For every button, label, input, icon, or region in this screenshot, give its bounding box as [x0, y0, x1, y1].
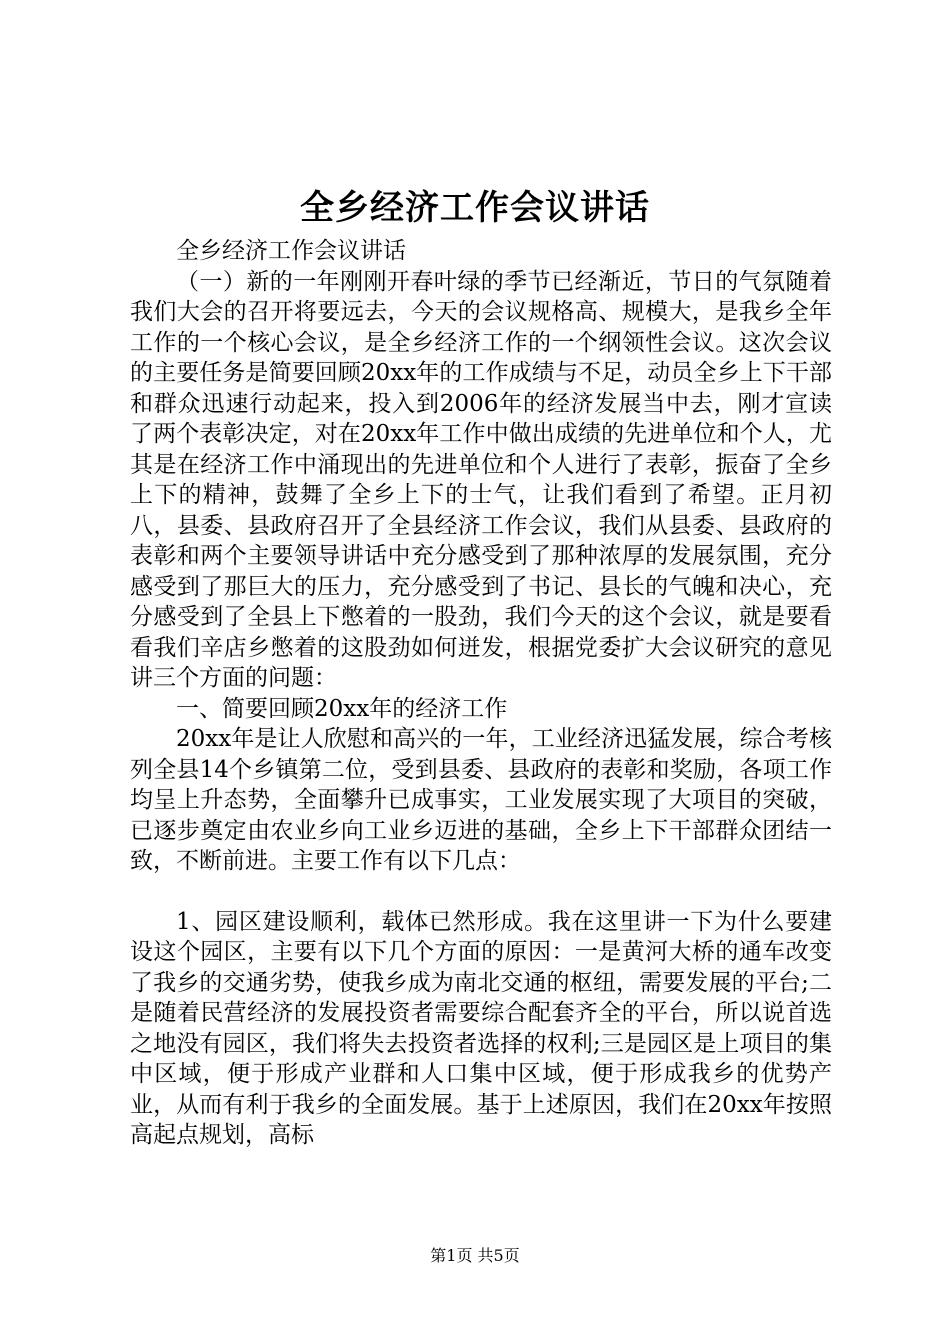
body-paragraph: （一）新的一年刚刚开春叶绿的季节已经渐近，节日的气氛随着我们大会的召开将要远去，今天的会议规格高、规模大，是我乡全年工作的一个核心会议，是全乡经济工作的一个纲领性会议。这次会议的主要任务是简要回顾20xx年的工作成绩与不足，动员全乡上下干部和群众迅速行动起来，投入到2006年的经济发展当中去，刚才宣读了两个表彰决定，对在20xx年工作中做出成绩的先进单位和个人，尤其是在经济工作中涌现出的先进单位和个人进行了表彰，振奋了全乡上下的精神，鼓舞了全乡上下的士气，让我们看到了希望。正月初八，县委、县政府召开了全县经济工作会议，我们从县委、县政府的表彰和两个主要领导讲话中充分感受到了那种浓厚的发展氛围，充分感受到了那巨大的压力，充分感受到了书记、县长的气魄和决心，充分感受到了全县上下憋着的一股劲，我们今天的这个会议，就是要看看我们辛店乡憋着的这股劲如何迸发，根据党委扩大会议研究的意见讲三个方面的问题：	[130, 268, 832, 691]
document-title: 全乡经济工作会议讲话	[300, 188, 650, 228]
page-number: 第1页 共5页	[430, 1246, 520, 1265]
section-heading: 一、简要回顾20xx年的经济工作	[176, 695, 508, 722]
body-paragraph: 全乡经济工作会议讲话	[176, 238, 406, 264]
body-paragraph: 20xx年是让人欣慰和高兴的一年，工业经济迅猛发展，综合考核列全县14个乡镇第二位，受到县委、县政府的表彰和奖励，各项工作均呈上升态势，全面攀升已成事实，工业发展实现了大项目的突破，已逐步奠定由农业乡向工业乡迈进的基础，全乡上下干部群众团结一致，不断前进。主要工作有以下几点：	[130, 726, 832, 874]
body-paragraph: 1、园区建设顺利，载体已然形成。我在这里讲一下为什么要建设这个园区，主要有以下几个方面的原因：一是黄河大桥的通车改变了我乡的交通劣势，使我乡成为南北交通的枢纽，需要发展的平台;二是随着民营经济的发展投资者需要综合配套齐全的平台，所以说首选之地没有园区，我们将失去投资者选择的权利;三是园区是上项目的集中区域，便于形成产业群和人口集中区域，便于形成我乡的优势产业，从而有利于我乡的全面发展。基于上述原因，我们在20xx年按照高起点规划，高标	[130, 908, 832, 1148]
document-body	[130, 236, 832, 1151]
